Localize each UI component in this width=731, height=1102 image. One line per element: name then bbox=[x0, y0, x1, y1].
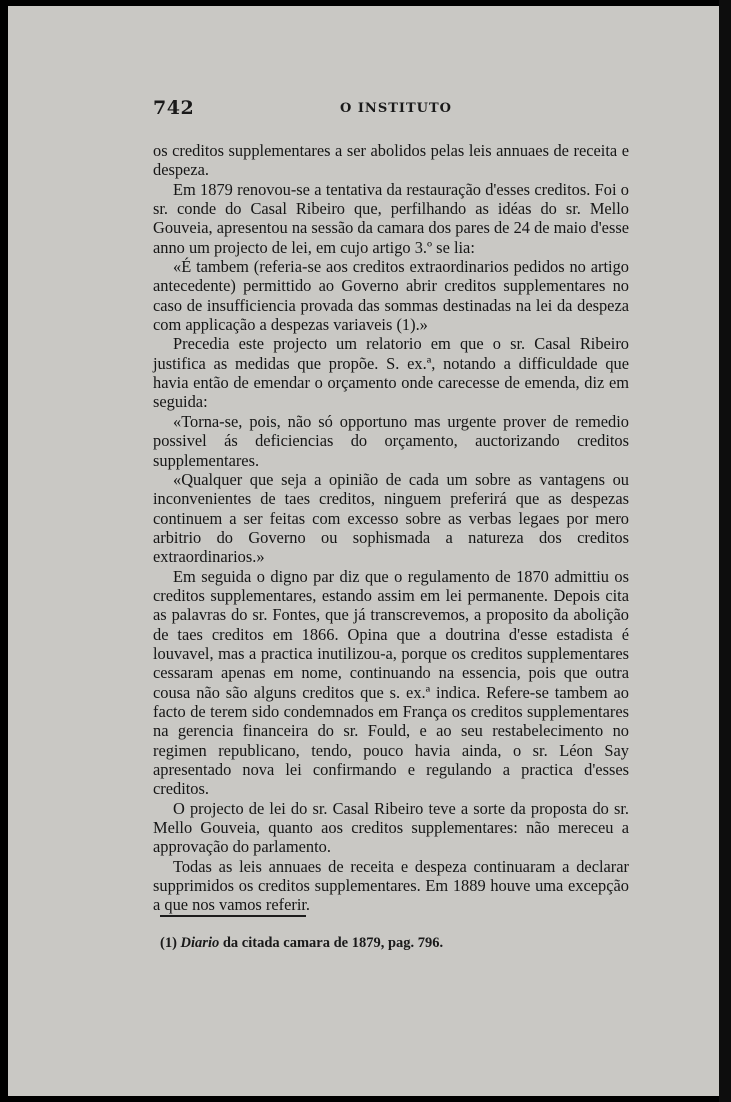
page-number: 742 bbox=[153, 97, 195, 119]
paragraph: «Qualquer que seja a opinião de cada um sobre as vantagens ou inconvenientes de taes creditos, ninguem preferirá que as despezas continuem a ser feitas com excesso sobre as verbas legaes por mero arbitrio do Governo ou sophismada a natureza dos creditos extraordinarios.» bbox=[153, 469, 629, 567]
paragraph: «É tambem (referia-se aos creditos extraordinarios pedidos no artigo antecedente) permittido ao Governo abrir creditos supplementares no caso de insufficiencia provada das sommas destinadas na lei da despeza com applicação a despezas variaveis (1).» bbox=[153, 257, 629, 335]
footnote-marker: (1) bbox=[160, 935, 177, 951]
footnote bbox=[160, 935, 620, 952]
paragraph: «Torna-se, pois, não só opportuno mas urgente prover de remedio possivel ás deficiencias do orçamento, auctorizando creditos supplementares. bbox=[153, 411, 629, 470]
paragraph: os creditos supplementares a ser abolidos pelas leis annuaes de receita e despeza. bbox=[153, 141, 629, 180]
page-header bbox=[153, 97, 629, 121]
paragraph: O projecto de lei do sr. Casal Ribeiro teve a sorte da proposta do sr. Mello Gouveia, quanto aos creditos supplementares: não mereceu a approvação do parlamento. bbox=[153, 798, 629, 857]
footnote-text: da citada camara de 1879, pag. 796. bbox=[222, 935, 444, 951]
paragraph: Todas as leis annuaes de receita e despeza continuaram a declarar supprimidos os creditos supplementares. Em 1889 houve uma excepção a que nos vamos referir. bbox=[153, 856, 629, 915]
footnote-title: Diario bbox=[180, 935, 220, 951]
running-title: O INSTITUTO bbox=[340, 101, 452, 116]
paragraph: Em seguida o digno par diz que o regulamento de 1870 admittiu os creditos supplementares, estando assim em lei permanente. Depois cita as palavras do sr. Fontes, que já transcrevemos, a proposito da abolição de taes creditos em 1866. Opina que a doutrina d'esse estadista é louvavel, mas a practica inutilizou-a, porque os creditos supplementares cessaram apenas em nome, continuando na essencia, pois que outra cousa não são alguns creditos que s. ex.ª indica. Refere-se tambem ao facto de terem sido condemnados em França os creditos supplementares na gerencia financeira do sr. Fould, e ao seu restabelecimento no regimen republicano, tendo, pouco havia ainda, o sr. Léon Say apresentado nova lei confirmando e regulando a practica d'esses creditos. bbox=[153, 566, 629, 799]
footnote-rule bbox=[160, 915, 306, 917]
paragraph: Em 1879 renovou-se a tentativa da restauração d'esses creditos. Foi o sr. conde do Casal Ribeiro que, perfilhando as idéas do sr. Mello Gouveia, apresentou na sessão da camara dos pares de 24 de maio d'esse anno um projecto de lei, em cujo artigo 3.º se lia: bbox=[153, 179, 629, 257]
page-edge-shadow bbox=[719, 0, 731, 1102]
paragraph: Precedia este projecto um relatorio em que o sr. Casal Ribeiro justifica as medidas que propõe. S. ex.ª, notando a difficuldade que havia então de emendar o orçamento onde carecesse de emenda, diz em seguida: bbox=[153, 334, 629, 412]
body-text bbox=[153, 141, 629, 915]
